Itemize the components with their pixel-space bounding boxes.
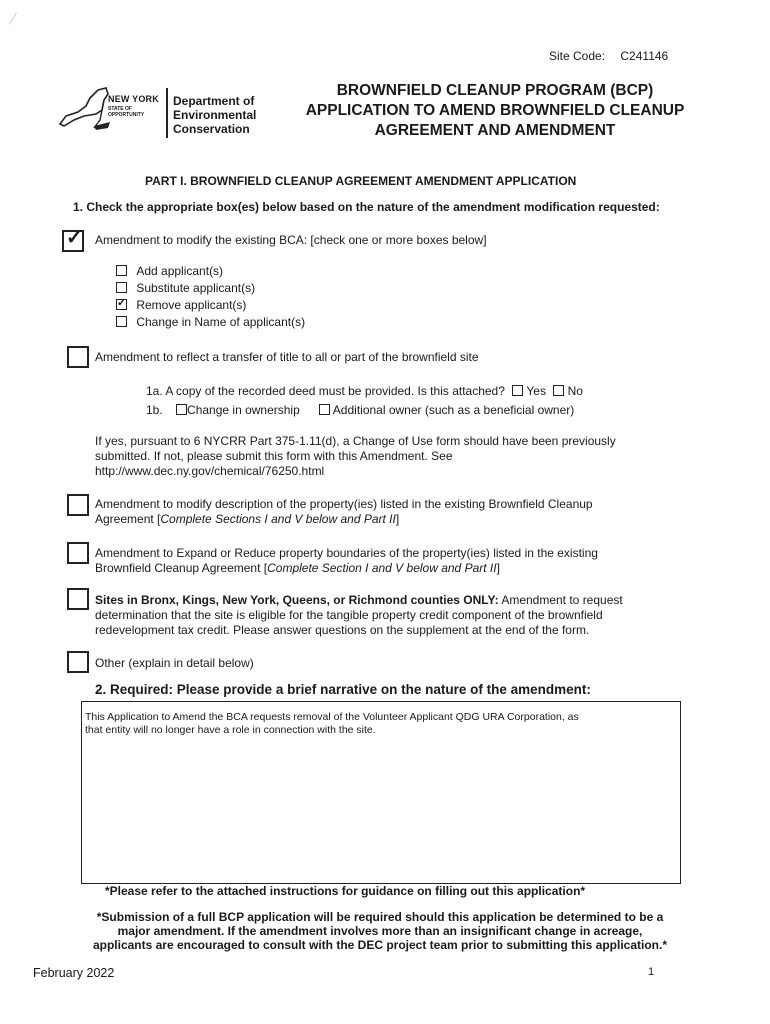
modify-description-bracket: ]: [395, 512, 400, 526]
sub-option-add: [116, 263, 305, 280]
other-checkbox[interactable]: [67, 651, 89, 673]
change-name-checkbox[interactable]: [116, 316, 127, 327]
question-1: 1. Check the appropriate box(es) below based on the nature of the amendment modification requested:: [73, 200, 660, 214]
department-name: [173, 94, 256, 136]
logo-state-of: STATE OF: [108, 106, 132, 112]
site-code: [549, 49, 668, 63]
submission-note-line-2: major amendment. If the amendment involves more than an insignificant change in acreage,: [117, 924, 643, 938]
modify-description-text: Agreement [: [95, 512, 161, 526]
page-number: 1: [648, 966, 655, 978]
narrative-textarea[interactable]: [81, 701, 681, 884]
submission-note-line-3: applicants are encouraged to consult with the DEC project team prior to submitting this application.*: [92, 938, 668, 952]
document-title: [280, 81, 710, 141]
submission-note-line-1: *Submission of a full BCP application will be required should this application be determined to be a: [96, 910, 664, 924]
tangible-property-label: [95, 593, 623, 638]
if-yes-note: [95, 434, 616, 479]
narrative-line-1: This Application to Amend the BCA requests removal of the Volunteer Applicant QDG URA Corporation, as: [85, 711, 579, 723]
title-line-3: AGREEMENT AND AMENDMENT: [374, 122, 616, 139]
question-1b: [146, 403, 574, 417]
remove-applicant-label: Remove applicant(s): [136, 298, 247, 312]
refer-instructions-note: *Please refer to the attached instructions for guidance on filling out this application*: [105, 884, 586, 898]
sub-option-substitute: [116, 280, 305, 297]
submission-note: [50, 910, 710, 952]
logo-new-york: NEW YORK: [108, 94, 159, 104]
transfer-title-checkbox[interactable]: [67, 346, 89, 368]
change-name-label: Change in Name of applicant(s): [136, 315, 306, 329]
sub-option-change-name: [116, 314, 305, 331]
if-yes-line-1: If yes, pursuant to 6 NYCRR Part 375-1.11(d), a Change of Use form should have been previously: [95, 434, 616, 448]
substitute-applicant-label: Substitute applicant(s): [136, 281, 256, 295]
part-heading: PART I. BROWNFIELD CLEANUP AGREEMENT AMENDMENT APPLICATION: [145, 174, 577, 188]
checkmark-small-icon: ✓: [117, 297, 127, 309]
sub-option-remove: [116, 297, 305, 314]
transfer-title-label: Amendment to reflect a transfer of title to all or part of the brownfield site: [95, 350, 479, 364]
footer-date: February 2022: [33, 966, 115, 980]
add-applicant-checkbox[interactable]: [116, 265, 127, 276]
scan-mark: [9, 12, 17, 25]
expand-reduce-instruction: Complete Section I and V below and Part II: [267, 561, 497, 575]
deed-no-label: No: [567, 384, 583, 398]
site-code-label: Site Code:: [549, 49, 606, 63]
modify-description-line-1: Amendment to modify description of the property(ies) listed in the existing Brownfield Cleanup: [95, 497, 593, 511]
tangible-property-checkbox[interactable]: [67, 588, 89, 610]
question-1a: [146, 384, 583, 398]
additional-owner-label: Additional owner (such as a beneficial owner): [332, 403, 575, 417]
expand-reduce-line-2: [95, 561, 598, 576]
expand-reduce-checkbox[interactable]: [67, 542, 89, 564]
change-of-use-link[interactable]: http://www.dec.ny.gov/chemical/76250.html: [95, 464, 325, 478]
modify-bca-label: Amendment to modify the existing BCA: [check one or more boxes below]: [95, 233, 487, 247]
sub-options: [116, 263, 305, 331]
tangible-property-counties: Sites in Bronx, Kings, New York, Queens, or Richmond counties ONLY:: [95, 593, 499, 607]
deed-yes-label: Yes: [526, 384, 546, 398]
deed-yes-checkbox[interactable]: [512, 385, 523, 396]
expand-reduce-text: Brownfield Cleanup Agreement [: [95, 561, 268, 575]
add-applicant-label: Add applicant(s): [136, 264, 224, 278]
question-1b-label: 1b.: [146, 403, 163, 417]
narrative-text: [82, 702, 680, 737]
question-1a-text: 1a. A copy of the recorded deed must be provided. Is this attached?: [146, 384, 505, 398]
deed-no-checkbox[interactable]: [553, 385, 564, 396]
if-yes-line-2: submitted. If not, please submit this form with this Amendment. See: [95, 449, 453, 463]
tangible-property-line-1: [95, 593, 623, 608]
dept-line-3: Conservation: [173, 122, 250, 136]
site-code-value: C241146: [620, 49, 669, 63]
dept-line-1: Department of: [173, 94, 255, 108]
logo-opportunity: OPPORTUNITY: [108, 112, 145, 118]
nys-logo: [58, 86, 178, 140]
logo-divider: [166, 88, 168, 138]
other-label: Other (explain in detail below): [95, 656, 254, 670]
modify-description-label: [95, 497, 593, 527]
tangible-property-line-3: redevelopment tax credit. Please answer questions on the supplement at the end of the form.: [95, 623, 590, 637]
expand-reduce-line-1: Amendment to Expand or Reduce property boundaries of the property(ies) listed in the existing: [95, 546, 598, 560]
tangible-property-line-2: determination that the site is eligible for the tangible property credit component of the brownfield: [95, 608, 603, 622]
checkmark-icon: ✓: [66, 227, 83, 249]
change-ownership-label: Change in ownership: [187, 403, 300, 417]
modify-description-line-2: [95, 512, 593, 527]
substitute-applicant-checkbox[interactable]: [116, 282, 127, 293]
title-line-2: APPLICATION TO AMEND BROWNFIELD CLEANUP: [305, 102, 685, 119]
additional-owner-checkbox[interactable]: [319, 404, 330, 415]
expand-reduce-label: [95, 546, 598, 576]
expand-reduce-bracket: ]: [496, 561, 500, 575]
question-2: 2. Required: Please provide a brief narrative on the nature of the amendment:: [95, 682, 591, 697]
tangible-property-text: Amendment to request: [498, 593, 623, 607]
title-line-1: BROWNFIELD CLEANUP PROGRAM (BCP): [336, 82, 654, 99]
modify-description-checkbox[interactable]: [67, 494, 89, 516]
change-ownership-checkbox[interactable]: [176, 404, 187, 415]
modify-description-instruction: Complete Sections I and V below and Part II: [160, 512, 396, 526]
dept-line-2: Environmental: [173, 108, 257, 122]
narrative-line-2: that entity will no longer have a role in connection with the site.: [85, 724, 376, 736]
